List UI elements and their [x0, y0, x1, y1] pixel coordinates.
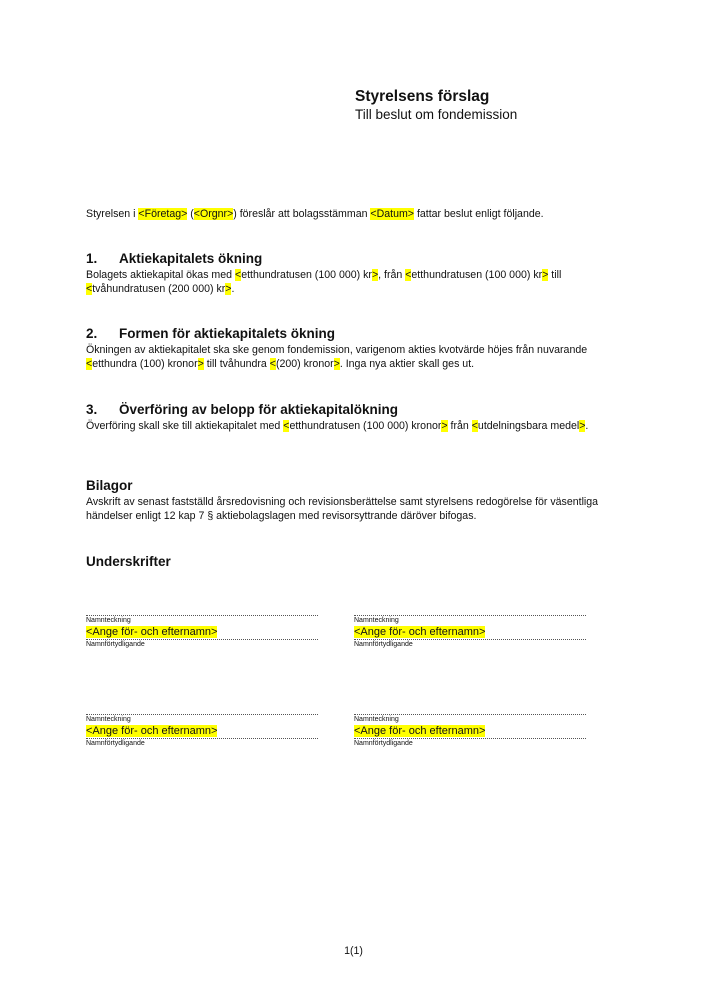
signature-block	[86, 714, 318, 748]
title-block	[355, 87, 517, 123]
document-subtitle: Till beslut om fondemission	[355, 107, 518, 122]
name-clarification-label: Namnförtydligande	[86, 740, 145, 747]
signature-block	[354, 615, 586, 649]
name-field[interactable]: <Ange för- och efternamn>	[86, 725, 218, 737]
section-1	[86, 250, 631, 296]
placeholder-amount-increase[interactable]: etthundratusen (100 000) kr	[241, 269, 372, 281]
section-2-body: Ökningen av aktiekapitalet ska ske genom fondemission, varigenom akties kvotvärde höjes från nuvarande <etthundra (100) kronor> till tvåhundra <(200) kronor>. Inga nya aktier skall ges ut.	[86, 344, 588, 370]
signature-label: Namnteckning	[86, 716, 131, 723]
placeholder-source-funds[interactable]: utdelningsbara medel	[477, 420, 580, 432]
bilagor-heading: Bilagor	[86, 478, 133, 493]
placeholder-current-quota[interactable]: etthundra (100) kronor	[92, 357, 198, 370]
section-2	[86, 325, 631, 371]
page-number: 1(1)	[344, 945, 363, 957]
section-1-heading: 1. Aktiekapitalets ökning	[86, 251, 263, 266]
section-bilagor	[86, 477, 631, 523]
bilagor-body: Avskrift av senast fastställd årsredovisning och revisionsberättelse samt styrelsens redogörelse för väsentliga händelser enligt 12 kap 7 § aktiebolagslagen med revisorsyttrande däröver bifogas.	[86, 496, 599, 522]
section-1-body: Bolagets aktiekapital ökas med <etthundratusen (100 000) kr>, från <etthundratusen (100 000) kr> till <tvåhundratusen (200 000) kr>.	[86, 269, 562, 295]
name-field[interactable]: <Ange för- och efternamn>	[86, 626, 218, 638]
signature-block	[354, 714, 586, 748]
section-2-heading: 2. Formen för aktiekapitalets ökning	[86, 326, 336, 341]
underskrifter-heading: Underskrifter	[86, 554, 171, 569]
name-clarification-label: Namnförtydligande	[354, 740, 413, 747]
name-field[interactable]: <Ange för- och efternamn>	[354, 725, 486, 737]
placeholder-orgnr[interactable]: <Orgnr>	[193, 208, 234, 220]
section-3-heading: 3. Överföring av belopp för aktiekapitalökning	[86, 402, 399, 417]
signature-label: Namnteckning	[86, 617, 131, 624]
placeholder-company[interactable]: <Företag>	[138, 208, 188, 220]
signature-label: Namnteckning	[354, 716, 399, 723]
placeholder-amount-to[interactable]: tvåhundratusen (200 000) kr	[92, 282, 226, 295]
placeholder-date[interactable]: <Datum>	[370, 208, 414, 220]
name-clarification-label: Namnförtydligande	[86, 641, 145, 648]
document-title: Styrelsens förslag	[355, 88, 490, 105]
name-field[interactable]: <Ange för- och efternamn>	[354, 626, 486, 638]
placeholder-new-quota[interactable]: (200) kronor	[275, 357, 334, 370]
section-3	[86, 401, 631, 434]
placeholder-transfer-amount[interactable]: etthundratusen (100 000) kronor	[289, 420, 442, 432]
name-clarification-label: Namnförtydligande	[354, 641, 413, 648]
signature-label: Namnteckning	[354, 617, 399, 624]
section-underskrifter	[86, 553, 631, 570]
intro-paragraph: Styrelsen i <Företag> (<Orgnr>) föreslår att bolagsstämman <Datum> fattar beslut enligt följande.	[86, 208, 544, 220]
section-3-body: Överföring skall ske till aktiekapitalet med <etthundratusen (100 000) kronor> från <utdelningsbara medel>.	[86, 420, 589, 432]
signature-block	[86, 615, 318, 649]
placeholder-amount-from[interactable]: etthundratusen (100 000) kr	[411, 269, 543, 281]
